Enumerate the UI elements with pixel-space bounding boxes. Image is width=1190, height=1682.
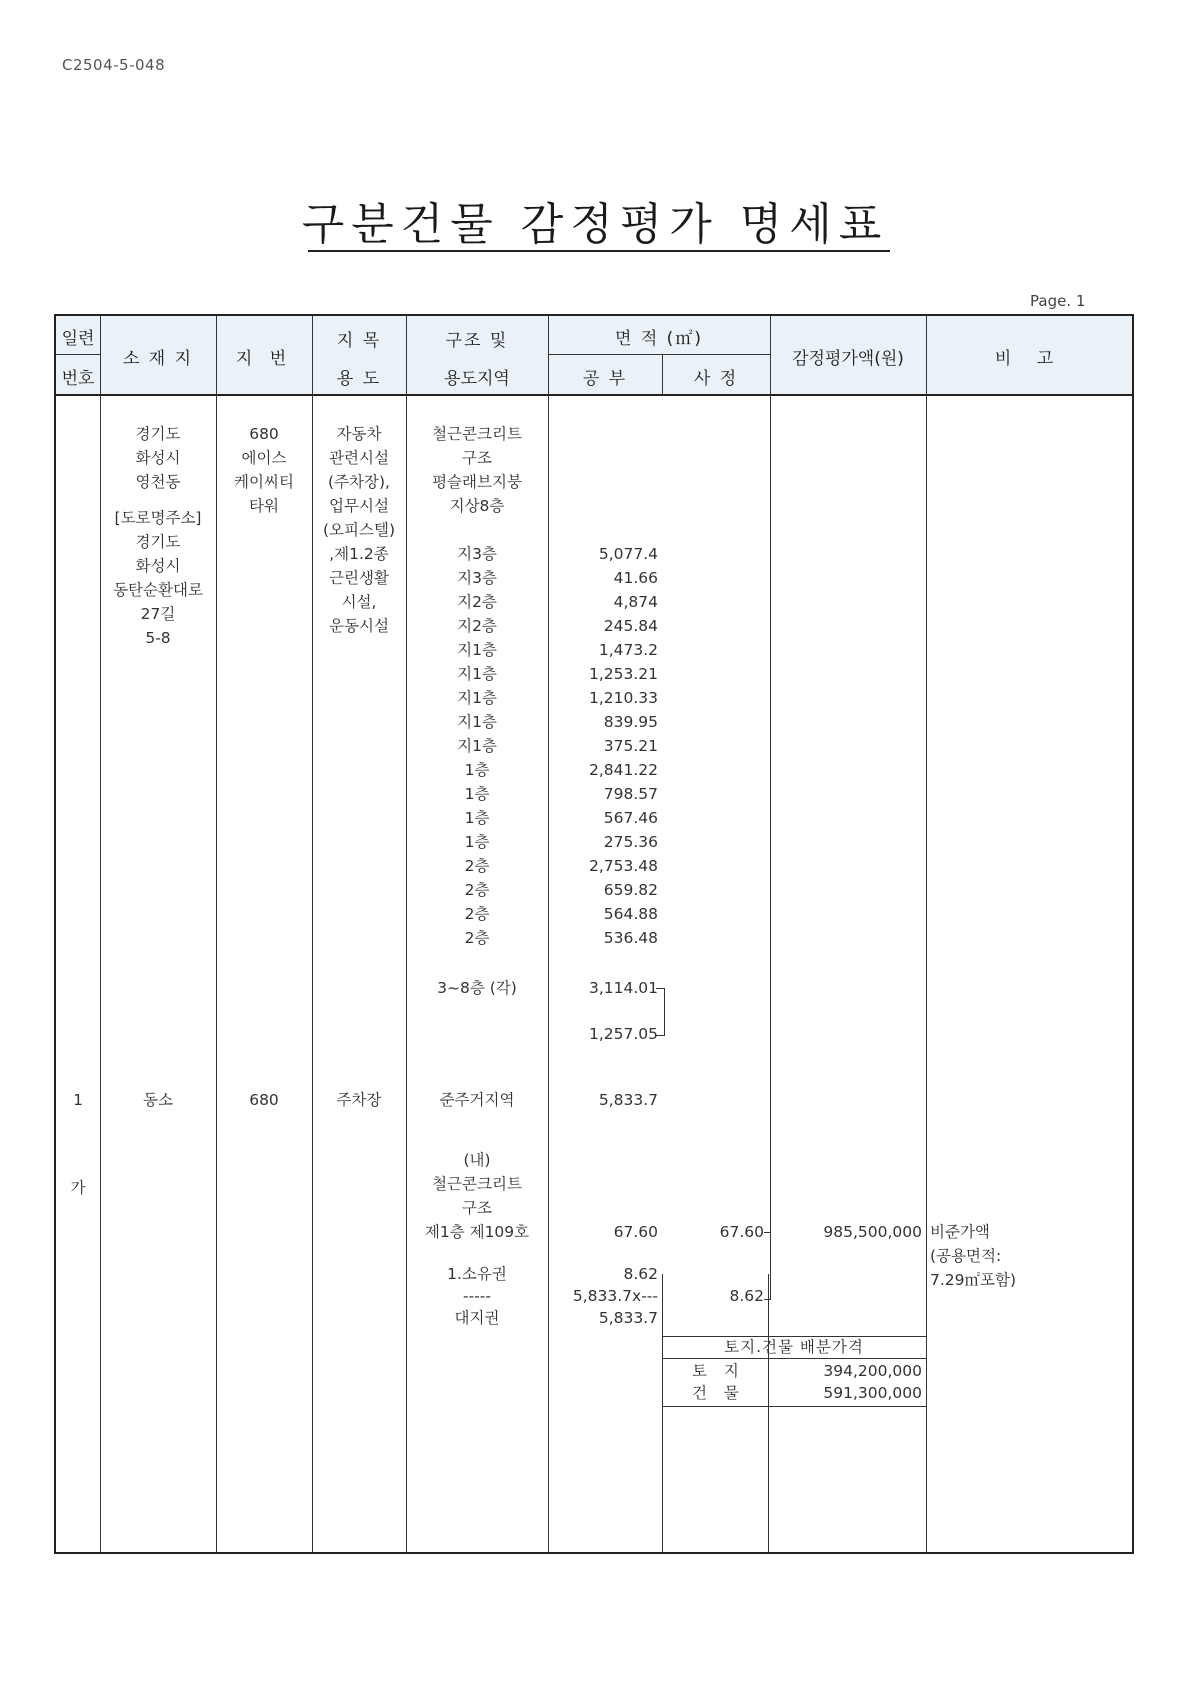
- upper-floor-area-1: 3,114.01: [588, 979, 658, 997]
- header-location: 소 재 지: [122, 349, 194, 369]
- location-line: 27길: [140, 605, 176, 623]
- location-line: [도로명주소]: [114, 509, 202, 527]
- floor-area: 2,753.48: [588, 857, 658, 875]
- header-appraisal: 감정평가액(원): [792, 349, 904, 369]
- location-line: 경기도: [135, 533, 181, 551]
- floor-label: 지2층: [457, 593, 497, 611]
- title-underline: [308, 250, 890, 252]
- upper-floor-area-2: 1,257.05: [588, 1025, 658, 1043]
- allocation-title: 토지.건물 배분가격: [724, 1338, 864, 1356]
- land-right-label: 대지권: [454, 1309, 500, 1327]
- floor-label: 지2층: [457, 617, 497, 635]
- floor-area: 839.95: [603, 713, 658, 731]
- inner-line: 철근콘크리트: [432, 1175, 522, 1193]
- header-remarks: 비 고: [994, 349, 1064, 369]
- remarks-line: 비준가액: [930, 1223, 990, 1241]
- floor-area: 567.46: [603, 809, 658, 827]
- floor-area: 798.57: [603, 785, 658, 803]
- location-line: 5-8: [145, 629, 171, 647]
- bracket: [656, 988, 665, 1036]
- floor-label: 지3층: [457, 545, 497, 563]
- location-column: [100, 422, 216, 650]
- allocation-land-label: 토 지: [692, 1362, 745, 1380]
- header-serial-bottom: 번호: [61, 369, 95, 389]
- unit-area-public: 67.60: [613, 1223, 658, 1241]
- floor-area: 5,077.4: [598, 545, 658, 563]
- appraisal-value: 985,500,000: [823, 1223, 922, 1241]
- floor-area: 2,841.22: [588, 761, 658, 779]
- floor-label: 지1층: [457, 737, 497, 755]
- floor-area: 245.84: [603, 617, 658, 635]
- floor-label: 지1층: [457, 713, 497, 731]
- floor-area: 564.88: [603, 905, 658, 923]
- inner-structure: [406, 1148, 548, 1220]
- floor-area: 536.48: [603, 929, 658, 947]
- header-area-public: 공 부: [582, 369, 628, 389]
- allocation-building-label: 건 물: [692, 1384, 745, 1402]
- inner-line: (내): [463, 1151, 491, 1169]
- header-landuse-top: 지 목: [336, 331, 382, 351]
- floor-list: [406, 542, 548, 950]
- use-column: [312, 422, 406, 638]
- floor-area: 1,473.2: [598, 641, 658, 659]
- floor-area: 41.66: [613, 569, 658, 587]
- serial-number: 1: [73, 1091, 83, 1109]
- ownership-numerator: 8.62: [623, 1265, 658, 1283]
- ownership-dash: -----: [463, 1287, 491, 1305]
- lot-line: 케이씨티: [234, 473, 294, 491]
- use-line: 자동차: [336, 425, 382, 443]
- floor-area: 1,253.21: [588, 665, 658, 683]
- location-line: 화성시: [135, 449, 181, 467]
- floor-label: 1층: [464, 809, 490, 827]
- floor-area: 275.36: [603, 833, 658, 851]
- floor-area: 1,210.33: [588, 689, 658, 707]
- header-area: 면 적 (㎡): [615, 329, 703, 349]
- serial-sub: 가: [70, 1179, 86, 1197]
- ownership-label: 1.소유권: [447, 1265, 507, 1283]
- floor-label: 2층: [464, 881, 490, 899]
- inner-line: 구조: [462, 1199, 492, 1217]
- zone: 준주거지역: [439, 1091, 515, 1109]
- floor-label: 2층: [464, 929, 490, 947]
- col-divider: [926, 316, 927, 1552]
- use-line: ,제1.2종: [329, 545, 389, 563]
- land-use: 주차장: [336, 1091, 382, 1109]
- bracket: [764, 1232, 771, 1300]
- use-line: (오피스텔): [323, 521, 395, 539]
- structure-line: 철근콘크리트: [432, 425, 522, 443]
- structure-line: 지상8층: [449, 497, 505, 515]
- upper-floor-label: 3~8층 (각): [437, 979, 517, 997]
- floor-label: 1층: [464, 761, 490, 779]
- structure-line: 평슬래브지붕: [432, 473, 522, 491]
- header-structure-bottom: 용도지역: [444, 369, 510, 389]
- header-area-assessed: 사 정: [693, 369, 739, 389]
- col-divider: [770, 316, 771, 1274]
- allocation-land-value: 394,200,000: [823, 1362, 922, 1380]
- header-lot: 지 번: [235, 349, 293, 369]
- lot-line: 에이스: [241, 449, 287, 467]
- header-divider: [56, 354, 100, 355]
- floor-label: 2층: [464, 857, 490, 875]
- appraisal-table: [54, 314, 1134, 1554]
- structure-column: [406, 422, 548, 518]
- col-divider: [662, 1274, 663, 1552]
- use-line: 시설,: [341, 593, 377, 611]
- unit-label: 제1층 제109호: [424, 1223, 530, 1241]
- document-id: C2504-5-048: [62, 56, 166, 74]
- lot-line: 680: [249, 425, 279, 443]
- allocation-bottom-line: [662, 1406, 926, 1407]
- use-line: (주차장),: [328, 473, 390, 491]
- location-line: 화성시: [135, 557, 181, 575]
- floor-label: 1층: [464, 785, 490, 803]
- floor-label: 지1층: [457, 689, 497, 707]
- zone-area: 5,833.7: [598, 1091, 658, 1109]
- header-divider: [548, 354, 770, 355]
- use-line: 관련시설: [329, 449, 389, 467]
- header-structure-top: 구조 및: [445, 331, 509, 351]
- remarks-line: 7.29㎡포함): [930, 1271, 1017, 1289]
- location-line: [100, 494, 216, 506]
- use-line: 업무시설: [329, 497, 389, 515]
- land-location: 동소: [143, 1091, 173, 1109]
- location-line: 영천동: [135, 473, 181, 491]
- header-serial-top: 일련: [61, 329, 95, 349]
- floor-label: 지1층: [457, 641, 497, 659]
- lot-line: 타워: [249, 497, 279, 515]
- col-divider: [768, 1274, 769, 1552]
- use-line: 근린생활: [329, 569, 389, 587]
- floor-label: 2층: [464, 905, 490, 923]
- remarks-line: (공용면적:: [930, 1247, 1002, 1265]
- floor-label: 1층: [464, 833, 490, 851]
- unit-area-assessed: 67.60: [719, 1223, 764, 1241]
- floor-area: 375.21: [603, 737, 658, 755]
- ownership-assessed: 8.62: [729, 1287, 764, 1305]
- structure-line: 구조: [462, 449, 492, 467]
- use-line: 운동시설: [329, 617, 389, 635]
- floor-area: 659.82: [603, 881, 658, 899]
- location-line: 동탄순환대로: [113, 581, 203, 599]
- land-right-denominator: 5,833.7: [598, 1309, 658, 1327]
- land-lot: 680: [249, 1091, 279, 1109]
- page-number: Page. 1: [1030, 292, 1086, 310]
- ownership-fraction: 5,833.7x---: [572, 1287, 658, 1305]
- location-line: 경기도: [135, 425, 181, 443]
- header-landuse-bottom: 용 도: [336, 369, 382, 389]
- remarks: [930, 1220, 1130, 1292]
- floor-area: 4,874: [613, 593, 658, 611]
- lot-column: [216, 422, 312, 518]
- allocation-building-value: 591,300,000: [823, 1384, 922, 1402]
- page-title: 구분건물 감정평가 명세표: [301, 199, 889, 250]
- floor-area-list: [548, 542, 658, 950]
- floor-label: 지1층: [457, 665, 497, 683]
- floor-label: 지3층: [457, 569, 497, 587]
